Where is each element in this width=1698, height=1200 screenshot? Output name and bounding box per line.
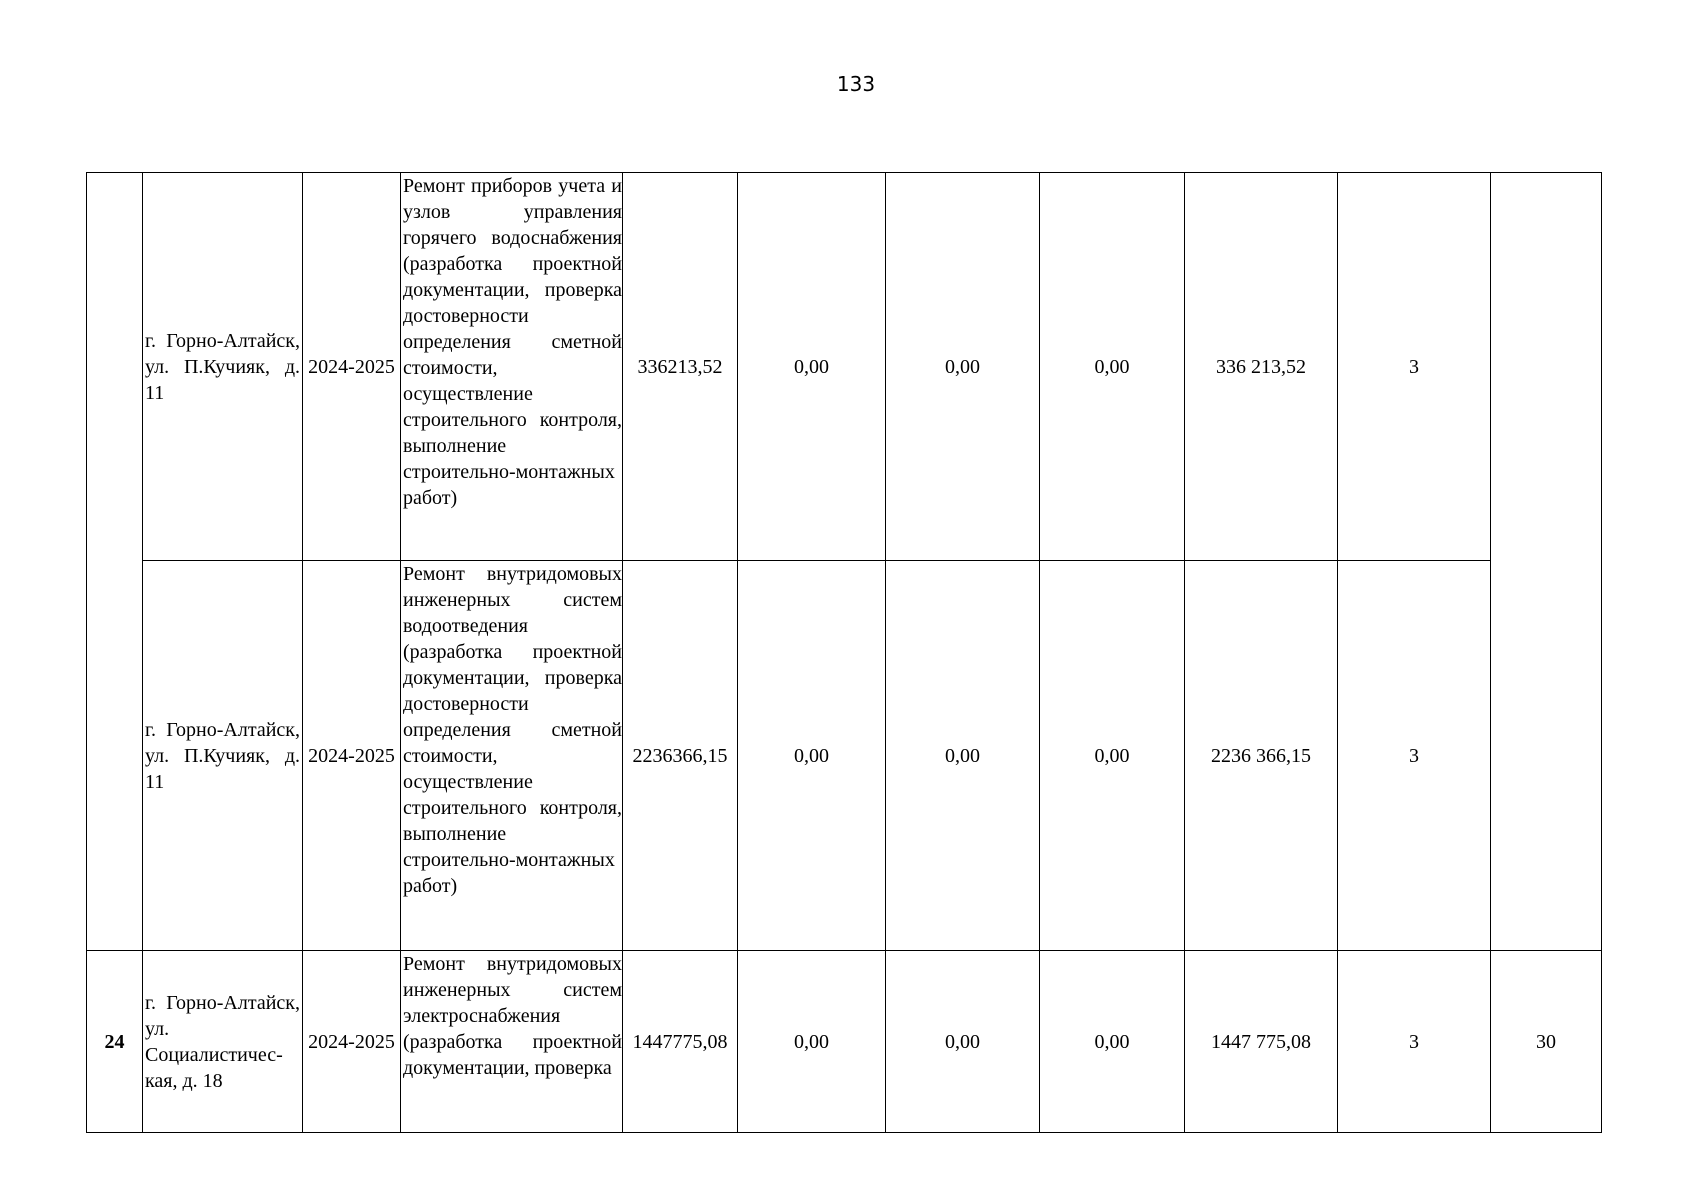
amount-cell: 1447 775,08: [1185, 951, 1338, 1133]
value-cell: 3: [1338, 951, 1491, 1133]
amount-cell: 336 213,52: [1185, 173, 1338, 561]
years-cell: 2024-2025: [303, 173, 401, 561]
work-description-cell: Ремонт приборов учета и узлов управления горячего водоснабжения (разработка проектной документации, проверка достоверности определения сметной стоимости, осуществление строительного контроля, выполнение строительно-монтажных работ): [401, 173, 623, 561]
work-description-cell: Ремонт внутридомовых инженерных систем электроснабжения (разработка проектной документации, проверка: [401, 951, 623, 1133]
total-cost-cell: 336213,52: [623, 173, 738, 561]
years-cell: 2024-2025: [303, 951, 401, 1133]
value-cell: 3: [1338, 561, 1491, 951]
amount-cell: 0,00: [886, 561, 1040, 951]
table-row: [87, 561, 1602, 951]
value-cell: 3: [1338, 173, 1491, 561]
address-cell: г. Горно-Алтайск, ул. П.Кучияк, д. 11: [143, 173, 303, 561]
page-number: 133: [836, 72, 876, 96]
empty-cell: [1491, 173, 1602, 951]
amount-cell: 2236 366,15: [1185, 561, 1338, 951]
years-cell: 2024-2025: [303, 561, 401, 951]
work-description-cell: Ремонт внутридомовых инженерных систем водоотведения (разработка проектной документации, проверка достоверности определения сметной стоимости, осуществление строительного контроля, выполнение строительно-монтажных работ): [401, 561, 623, 951]
total-cost-cell: 1447775,08: [623, 951, 738, 1133]
amount-cell: 0,00: [738, 951, 886, 1133]
table-row: [87, 951, 1602, 1133]
amount-cell: 0,00: [1040, 173, 1185, 561]
amount-cell: 0,00: [886, 173, 1040, 561]
row-number-cell: 24: [87, 951, 143, 1133]
row-number-cell: [87, 173, 143, 951]
works-table: [86, 172, 1602, 1133]
address-cell: г. Горно-Алтайск, ул. П.Кучияк, д. 11: [143, 561, 303, 951]
amount-cell: 0,00: [738, 173, 886, 561]
amount-cell: 0,00: [1040, 561, 1185, 951]
table-row: [87, 173, 1602, 561]
address-cell: г. Горно-Алтайск, ул. Социалистичес-кая, д. 18: [143, 951, 303, 1133]
total-cost-cell: 2236366,15: [623, 561, 738, 951]
value-cell: 30: [1491, 951, 1602, 1133]
amount-cell: 0,00: [886, 951, 1040, 1133]
amount-cell: 0,00: [738, 561, 886, 951]
amount-cell: 0,00: [1040, 951, 1185, 1133]
